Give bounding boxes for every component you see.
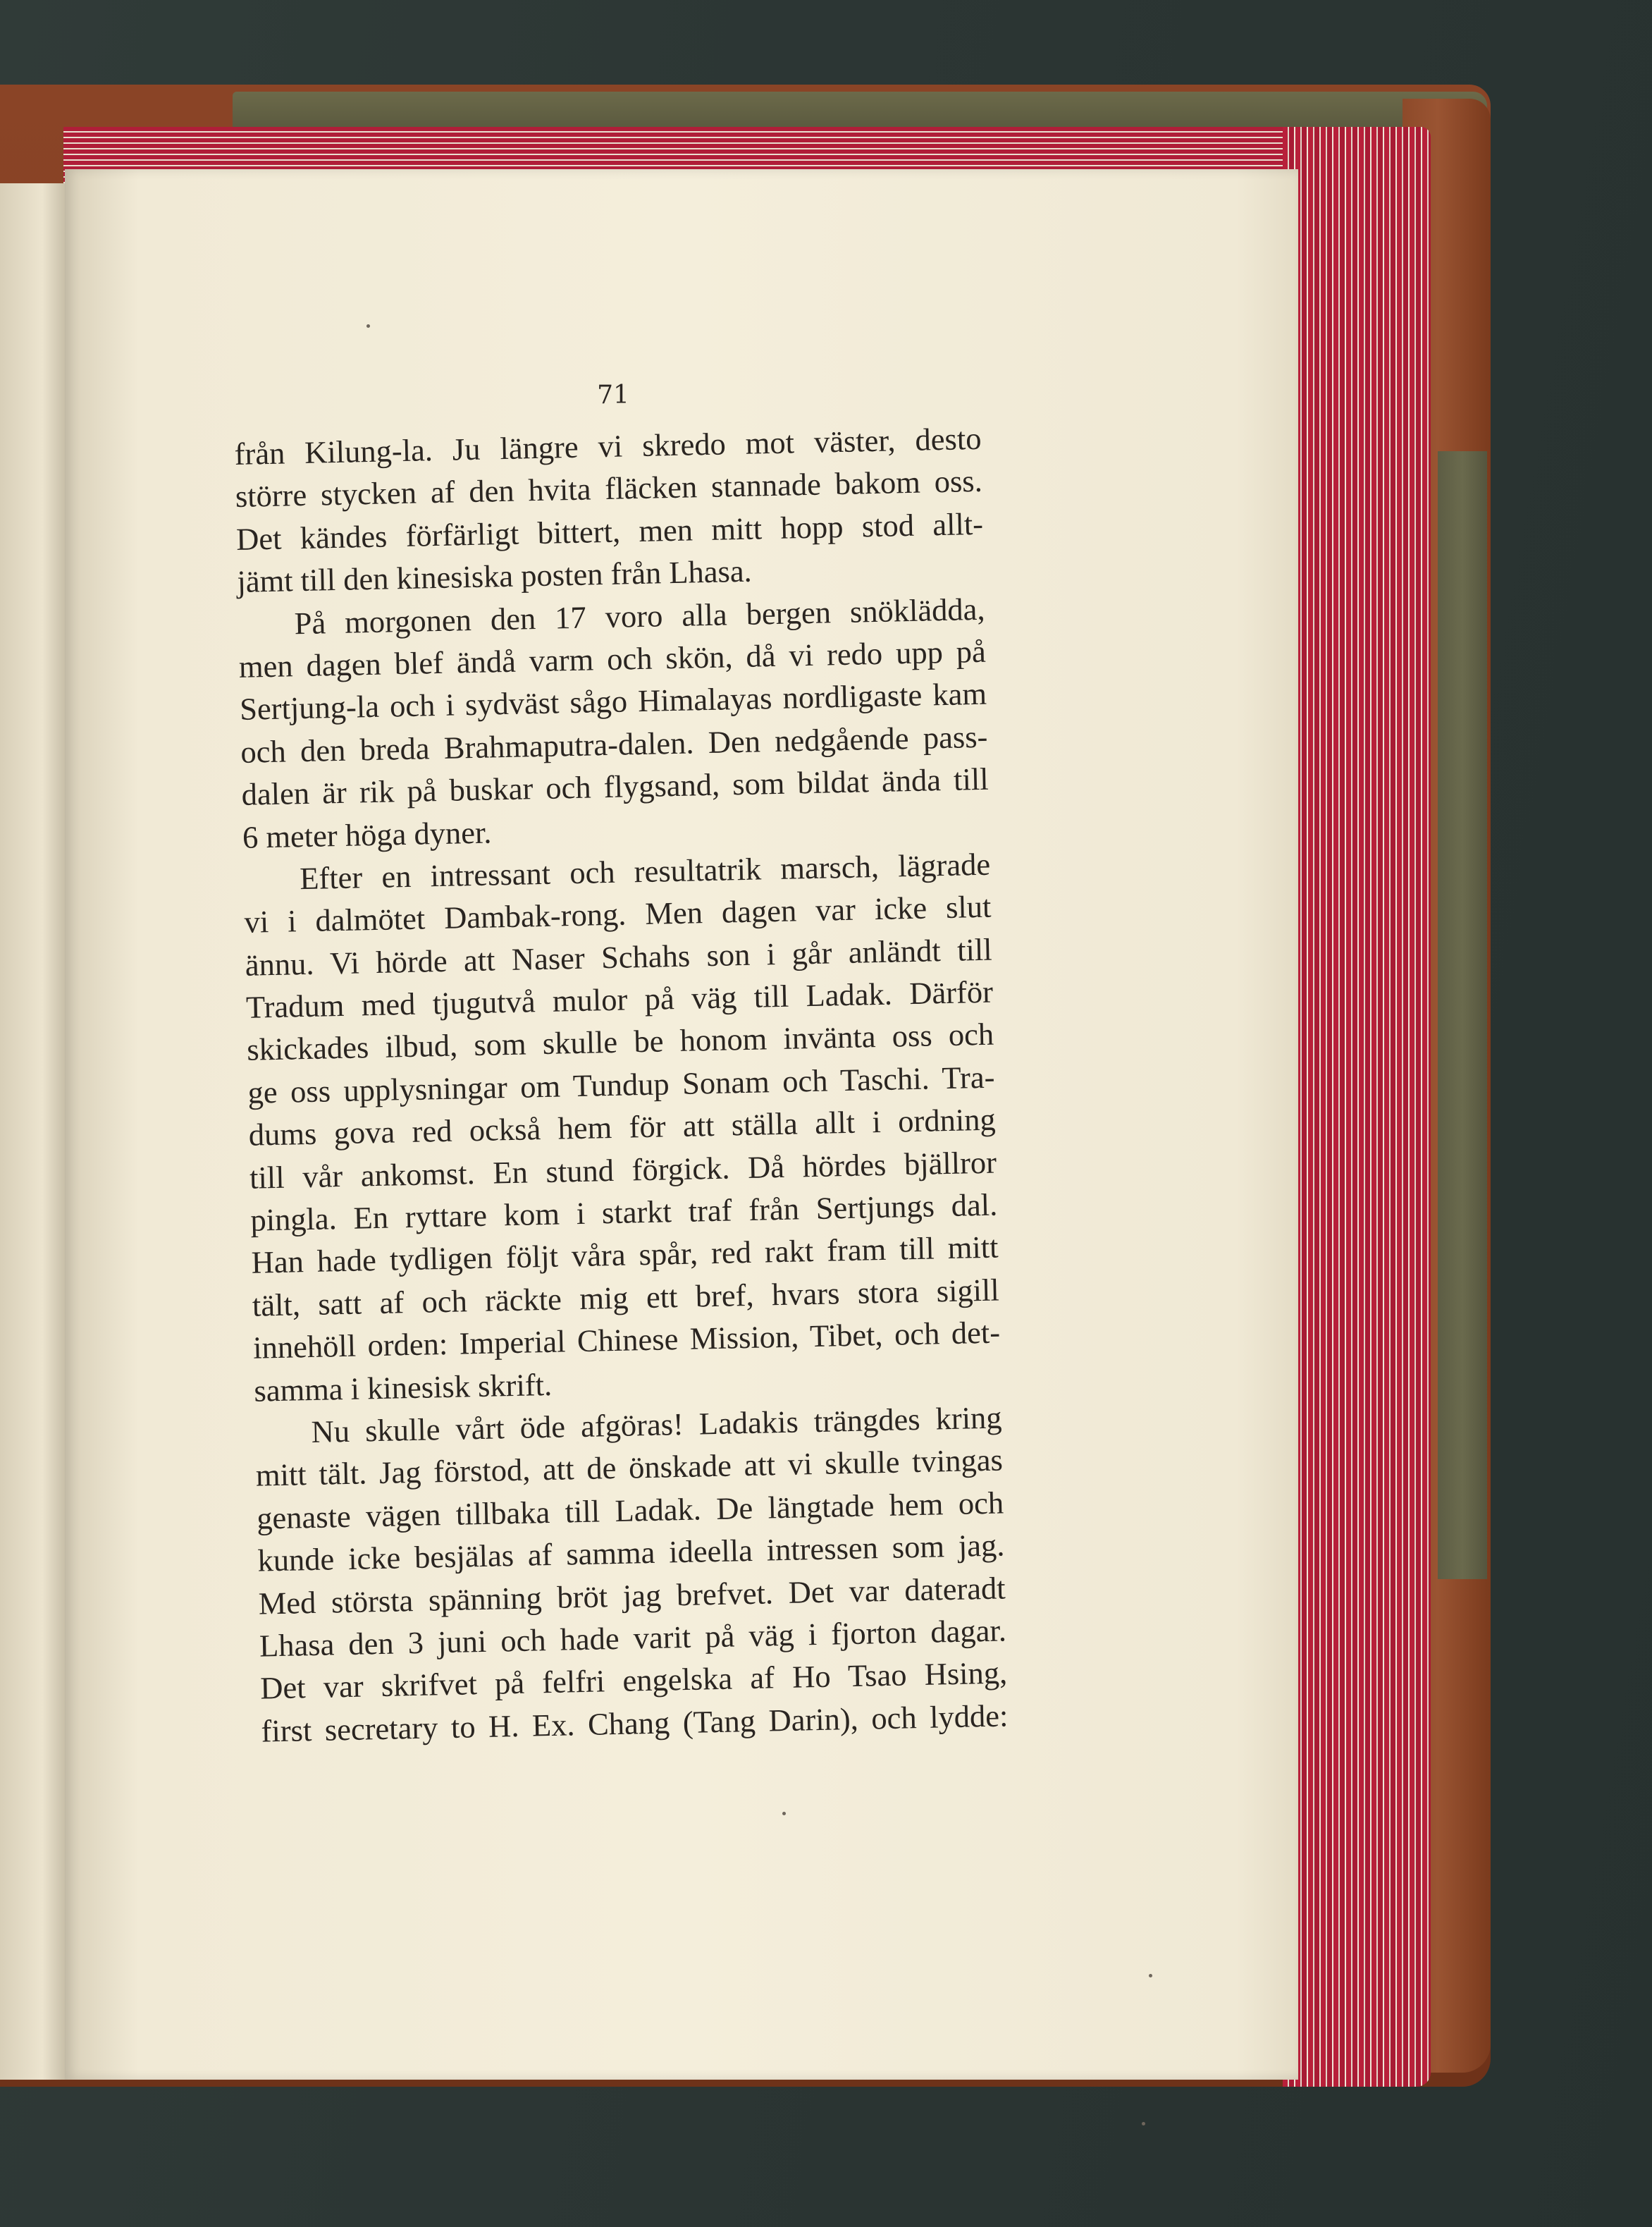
text-line: jämt till den kinesiska posten från Lhasa. [236, 553, 753, 600]
text-line: och den breda Brahmaputra-dalen. Den nedgående pass- [240, 718, 988, 770]
text-line: pingla. En ryttare kom i starkt traf från Sertjungs dal. [249, 1186, 998, 1238]
text-line: dums gova red också hem för att ställa allt i ordning [248, 1101, 997, 1153]
text-line: På morgonen den 17 voro alla bergen snöklädda, [294, 591, 985, 641]
paper-speck [782, 1812, 786, 1815]
text-line: innehöll orden: Imperial Chinese Mission, Tibet, och det- [252, 1314, 1001, 1366]
paper-speck [1149, 1974, 1152, 1977]
paper-speck [1142, 2122, 1145, 2125]
text-line: skickades ilbud, som skulle be honom invänta oss och [246, 1017, 994, 1068]
facing-page-sliver [0, 183, 70, 2080]
text-line: tält, satt af och räckte mig ett bref, hvars stora sigill [252, 1272, 1000, 1323]
text-line: från Kilung-la. Ju längre vi skredo mot väster, desto [234, 420, 982, 472]
text-line: samma i kinesisk skrift. [253, 1366, 553, 1409]
text-line: dalen är rik på buskar och flygsand, som bildat ända till [241, 761, 990, 813]
text-line: ännu. Vi hörde att Naser Schahs son i går anländt till [245, 931, 993, 983]
book-cover-side-cloth [1438, 451, 1487, 1579]
text-line: Tradum med tjugutvå mulor på väg till Ladak. Därför [245, 974, 994, 1025]
text-line: till vår ankomst. En stund förgick. Då hördes bjällror [249, 1144, 997, 1196]
text-line: ge oss upplysningar om Tundup Sonam och Taschi. Tra- [247, 1059, 995, 1110]
page-block-fore-edge [1283, 127, 1431, 2087]
text-line: Nu skulle vårt öde afgöras! Ladakis trängdes kring [311, 1399, 1003, 1449]
page-number: 71 [597, 381, 629, 410]
text-line: vi i dalmötet Dambak-rong. Men dagen var icke slut [244, 888, 992, 940]
text-line: 6 meter höga dyner. [242, 814, 492, 855]
text-line: Med största spänning bröt jag brefvet. Det var dateradt [258, 1569, 1006, 1621]
text-line: Efter en intressant och resultatrik marsch, lägrade [299, 846, 991, 897]
text-line: Han hade tydligen följt våra spår, red rakt fram till mitt [251, 1229, 999, 1281]
text-line: Lhasa den 3 juni och hade varit på väg i fjorton dagar. [259, 1612, 1007, 1664]
text-line: mitt tält. Jag förstod, att de önskade att vi skulle tvingas [255, 1442, 1004, 1494]
page-text-block [234, 417, 1009, 1753]
text-line: Det var skrifvet på felfri engelska af Ho Tsao Hsing, [259, 1655, 1008, 1706]
text-line: kunde icke besjälas af samma ideella intressen som jag. [257, 1527, 1005, 1578]
text-line: men dagen blef ändå varm och skön, då vi redo upp på [238, 633, 987, 685]
text-line: Det kändes förfärligt bittert, men mitt hopp stod allt- [235, 505, 984, 557]
text-line: större stycken af den hvita fläcken stannade bakom oss. [235, 463, 983, 515]
text-line: genaste vägen tillbaka till Ladak. De längtade hem och [256, 1485, 1004, 1536]
paper-speck [366, 324, 370, 328]
text-line: first secretary to H. Ex. Chang (Tang Darin), och lydde: [261, 1698, 1009, 1749]
text-line: Sertjung-la och i sydväst sågo Himalayas nordligaste kam [239, 676, 987, 728]
